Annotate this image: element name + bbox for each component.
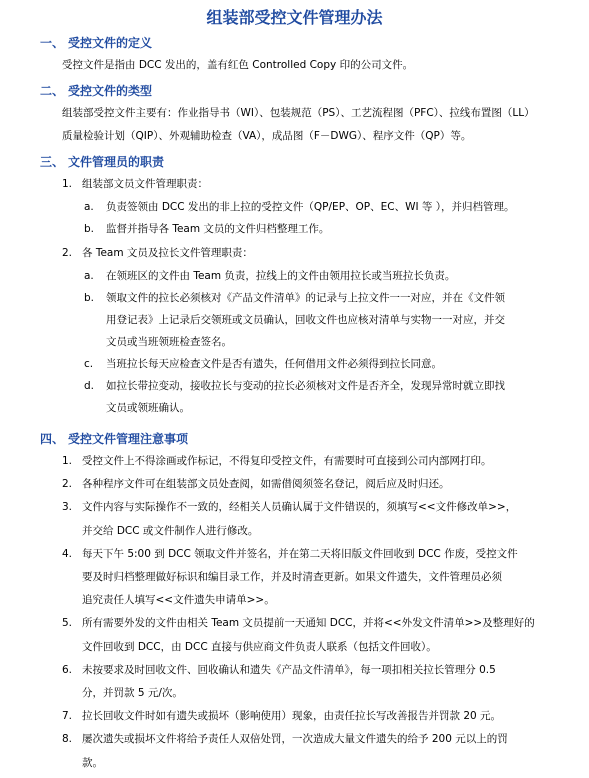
- sub-list-item: [84, 265, 554, 287]
- section-3-item-2-sublist: [84, 265, 554, 419]
- sub-item-letter: b.: [84, 223, 95, 235]
- list-item: [62, 242, 557, 265]
- sub-item-line: 文员或当班领班检查签名。: [106, 336, 232, 348]
- item-number: 1.: [62, 455, 73, 467]
- section-3-item-1-sublist: [84, 196, 554, 240]
- section-title: 文件管理员的职责: [68, 155, 165, 169]
- section-number: 三、: [40, 155, 65, 169]
- item-number: 3.: [62, 501, 73, 514]
- item-number: 2.: [62, 478, 73, 491]
- list-item: [62, 473, 557, 496]
- item-line: 要及时归档整理做好标识和编目录工作，并及时清查更新。如果文件遗失，文件管理员必须: [82, 571, 502, 584]
- section-2-text-line-1: 组装部受控文件主要有：作业指导书（WI）、包装规范（PS）、工艺流程图（PFC）、拉线布置图（LL）: [62, 107, 535, 119]
- sub-item-letter: d.: [84, 380, 95, 392]
- section-3-item-2: [62, 242, 557, 265]
- sub-list-item: [84, 218, 554, 240]
- section-2-text-line-2: 质量检验计划（QIP）、外观辅助检查（VA），成品图（F－DWG）、程序文件（QP）等。: [62, 130, 472, 142]
- sub-item-letter: a.: [84, 201, 94, 213]
- item-text: 各 Team 文员及拉长文件管理职责：: [82, 247, 253, 259]
- item-text: 组装部文员文件管理职责：: [82, 178, 208, 190]
- section-title: 受控文件的类型: [68, 84, 153, 98]
- section-number: 二、: [40, 84, 65, 98]
- list-item: [62, 173, 557, 196]
- sub-item-line: 如拉长带拉变动，接收拉长与变动的拉长必须核对文件是否齐全，发现异常时就立即找: [106, 380, 505, 392]
- section-heading-3: [40, 153, 164, 170]
- sub-list-item: [84, 375, 554, 419]
- list-item: [62, 496, 557, 542]
- section-title: 受控文件的定义: [68, 36, 153, 50]
- document-title: 组装部受控文件管理办法: [206, 8, 383, 27]
- section-heading-4: [40, 430, 188, 447]
- item-line: 拉长回收文件时如有遗失或损坏（影响使用）现象，由责任拉长写改善报告并罚款 20 元。: [82, 710, 502, 723]
- section-number: 一、: [40, 36, 65, 50]
- item-line: 款。: [82, 756, 103, 769]
- sub-item-letter: b.: [84, 292, 95, 304]
- sub-item-text: 监督并指导各 Team 文员的文件归档整理工作。: [106, 223, 330, 235]
- sub-item-text: 在领班区的文件由 Team 负责，拉线上的文件由领用拉长或当班拉长负责。: [106, 270, 456, 282]
- section-3-item-1: [62, 173, 557, 196]
- sub-item-letter: a.: [84, 270, 94, 282]
- sub-item-text: 负责签领由 DCC 发出的非上拉的受控文件（QP/EP、OP、EC、WI 等 ），并归档管理。: [106, 201, 515, 213]
- sub-list-item: [84, 353, 554, 375]
- item-line: 每天下午 5:00 到 DCC 领取文件并签名，并在第二天将旧版文件回收到 DCC 作废，受控文件: [82, 547, 518, 560]
- section-title: 受控文件管理注意事项: [68, 432, 189, 446]
- list-item: [62, 728, 557, 774]
- item-line: 屡次遗失或损坏文件将给予责任人双倍处罚，一次造成大量文件遗失的给予 200 元以上的罚: [82, 733, 508, 746]
- sub-item-line: 用登记表》上记录后交领班或文员确认，回收文件也应核对清单与实物一一对应，并交: [106, 314, 505, 326]
- sub-item-letter: c.: [84, 358, 94, 370]
- list-item: [62, 659, 557, 705]
- sub-list-item: [84, 287, 554, 353]
- list-item: [62, 450, 557, 473]
- item-line: 文件回收到 DCC，由 DCC 直接与供应商文件负责人联系（包括文件回收）。: [82, 640, 437, 653]
- item-line: 所有需要外发的文件由相关 Team 文员提前一天通知 DCC，并将<<外发文件清单>>及整理好的: [82, 617, 535, 630]
- section-1-text: 受控文件是指由 DCC 发出的，盖有红色 Controlled Copy 印的公司文件。: [62, 59, 414, 71]
- sub-item-line: 文员或领班确认。: [106, 402, 190, 414]
- section-heading-2: [40, 82, 152, 99]
- sub-item-line: 领取文件的拉长必须核对《产品文件清单》的记录与上拉文件一一对应，并在《文件领: [106, 292, 505, 304]
- item-line: 各种程序文件可在组装部文员处查阅，如需借阅须签名登记，阅后应及时归还。: [82, 478, 450, 491]
- item-number: 6.: [62, 663, 73, 676]
- section-4-list: [62, 450, 557, 775]
- item-line: 未按要求及时回收文件、回收确认和遗失《产品文件清单》，每一项扣相关拉长管理分 0.5: [82, 663, 496, 676]
- item-line: 受控文件上不得涂画或作标记，不得复印受控文件，有需要时可直接到公司内部网打印。: [82, 455, 492, 467]
- sub-list-item: [84, 196, 554, 218]
- list-item: [62, 543, 557, 613]
- list-item: [62, 705, 557, 728]
- section-number: 四、: [40, 432, 65, 446]
- item-line: 文件内容与实际操作不一致的，经相关人员确认属于文件错误的，须填写<<文件修改单>>，: [82, 501, 517, 514]
- item-number: 2.: [62, 247, 73, 259]
- item-number: 4.: [62, 547, 73, 560]
- item-number: 7.: [62, 710, 73, 723]
- item-line: 并交给 DCC 或文件制作人进行修改。: [82, 524, 259, 537]
- item-number: 1.: [62, 178, 73, 190]
- item-number: 5.: [62, 617, 73, 630]
- item-line: 追究责任人填写<<文件遗失申请单>>。: [82, 594, 275, 607]
- sub-item-text: 当班拉长每天应检查文件是否有遗失，任何借用文件必须得到拉长同意。: [106, 358, 442, 370]
- list-item: [62, 612, 557, 658]
- item-line: 分，并罚款 5 元/次。: [82, 687, 183, 700]
- section-heading-1: [40, 34, 152, 51]
- item-number: 8.: [62, 733, 73, 746]
